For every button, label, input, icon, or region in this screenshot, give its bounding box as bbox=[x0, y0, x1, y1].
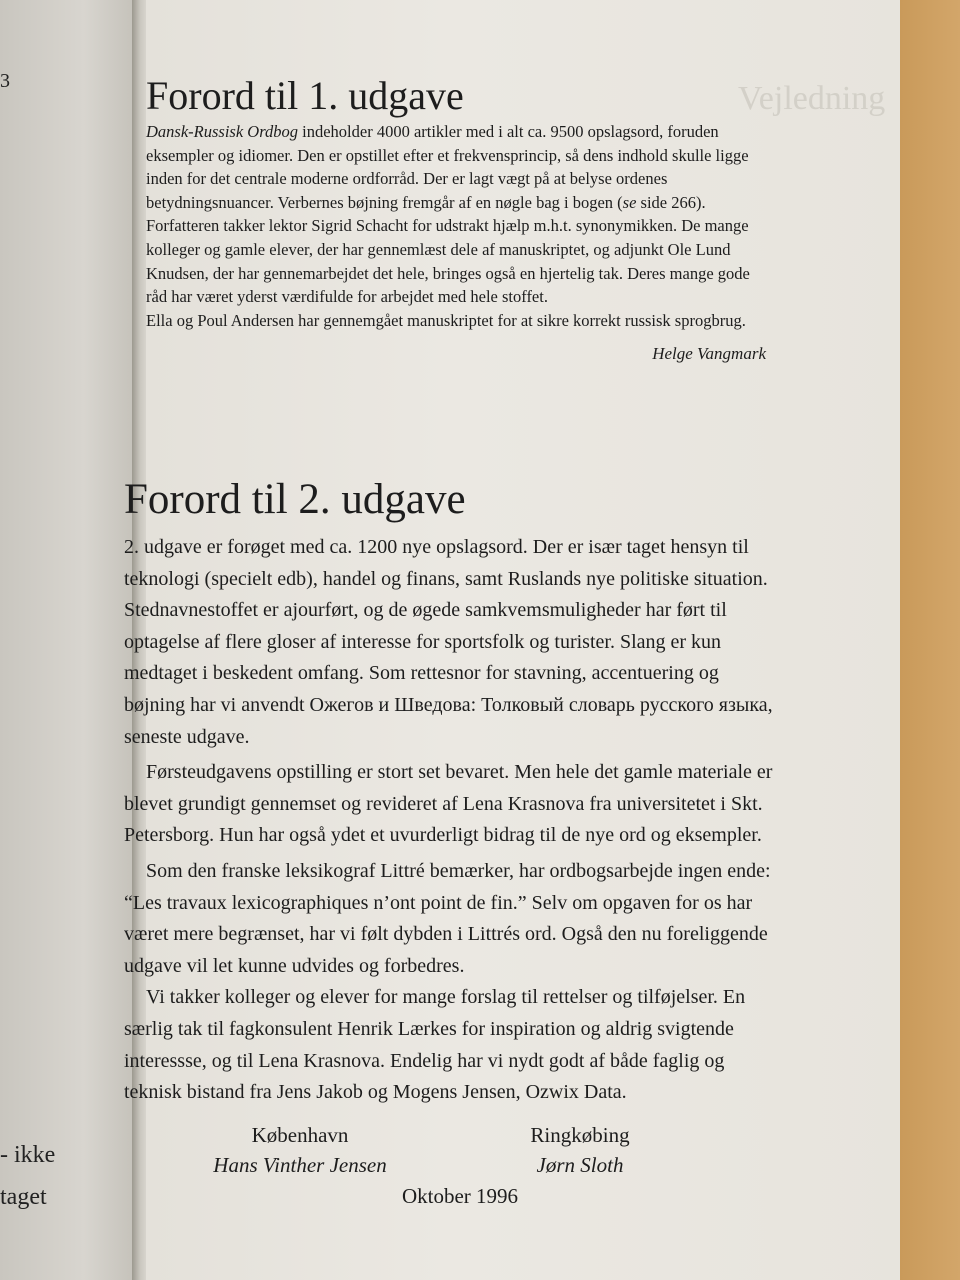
left-page-fragment-top: 3 bbox=[0, 70, 10, 92]
preface-first-edition bbox=[146, 72, 766, 364]
see-reference: se bbox=[622, 192, 637, 212]
preface-second-edition-paragraph-2: Førsteudgavens opstilling er stort set bevaret. Men hele det gamle materiale er blevet grundigt gennemset og revideret af Lena Krasnova fra universitetet i Skt. Petersborg. Hun har også ydet et uvurderligt bidrag til de nye ord og eksempler. bbox=[124, 761, 773, 847]
preface-first-edition-paragraph-2: Forfatteren takker lektor Sigrid Schacht for udstrakt hjælp m.h.t. synonymikken. De mange kolleger og gamle elever, der har gennemlæst dele af manuskriptet, og adjunkt Ole Lund Knudsen, der har gennemarbejdet det hele, bringes også en hjertelig tak. Deres mange gode råd har været yderst værdifulde for arbejdet med hele stoffet. bbox=[146, 216, 750, 307]
preface-second-edition-paragraph-1: 2. udgave er forøget med ca. 1200 nye opslagsord. Der er især taget hensyn til teknologi (specielt edb), handel og finans, samt Ruslands nye politiske situation. Stednavnestoffet er ajourført, og de øgede samkvemsmuligheder har ført til optagelse af flere gloser af interesse for sportsfolk og turister. Slang er kun medtaget i beskedent omfang. Som rettesnor for stavning, accentuering og bøjning har vi anvendt Ожегов и Шведова: Толковый словарь русского языка, seneste udgave. bbox=[124, 536, 773, 748]
signature: Helge Vangmark bbox=[652, 344, 766, 364]
preface-first-edition-paragraph-3: Ella og Poul Andersen har gennemgået manuskriptet for at sikre korrekt russisk sprogbrug. bbox=[146, 310, 746, 330]
book-title: Dansk-Russisk Ordbog bbox=[146, 122, 299, 141]
signoff-left bbox=[150, 1120, 450, 1180]
paragraph-text-end: side 266). bbox=[636, 192, 706, 212]
signoff-right bbox=[480, 1120, 680, 1180]
preface-second-edition bbox=[124, 474, 784, 1109]
preface-first-edition-heading: Forord til 1. udgave bbox=[146, 73, 464, 118]
left-page bbox=[0, 0, 140, 1280]
author-name-right: Jørn Sloth bbox=[536, 1153, 624, 1177]
preface-second-edition-heading: Forord til 2. udgave bbox=[124, 476, 466, 523]
paragraph-text: indeholder 4000 artikler med i alt ca. 9500 opslagsord, foruden eksempler og idiomer. Den er opstillet efter et frekvensprincip, så dens indhold skulle ligge inden for det centrale moderne ordforråd. Der er lagt vægt på at belyse ordenes betydningsnuancer. Verbernes bøjning fremgår af en nøgle bag i bogen ( bbox=[146, 122, 749, 212]
signoff-date: Oktober 1996 bbox=[401, 1184, 519, 1208]
preface-second-edition-paragraph-3: Som den franske leksikograf Littré bemærker, har ordbogsarbejde ingen ende: “Les travaux lexicographiques n’ont point de fin.” Selv om opgaven for os har været mere begrænset, har vi følt dybden i Littrés ord. Også den nu foreliggende udgave vil let kunne udvides og forbedres. bbox=[124, 859, 771, 977]
left-page-fragment-1: - ikke bbox=[0, 1142, 56, 1168]
place-left: København bbox=[251, 1123, 349, 1147]
table-surface bbox=[900, 0, 960, 1280]
left-page-fragment-2: taget bbox=[0, 1184, 47, 1210]
preface-second-edition-paragraph-4: Vi takker kolleger og elever for mange forslag til rettelser og tilføjelser. En særlig tak til fagkonsulent Henrik Lærkes for inspiration og aldrig svigtende interessse, og til Lena Krasnova. Endelig har vi nydt godt af både faglig og teknisk bistand fra Jens Jakob og Mogens Jensen, Ozwix Data. bbox=[124, 986, 746, 1104]
preface-first-edition-paragraph-1 bbox=[146, 120, 766, 214]
author-name-left: Hans Vinther Jensen bbox=[213, 1153, 387, 1177]
place-right: Ringkøbing bbox=[530, 1123, 630, 1147]
show-through-heading: Vejledning bbox=[738, 80, 886, 117]
